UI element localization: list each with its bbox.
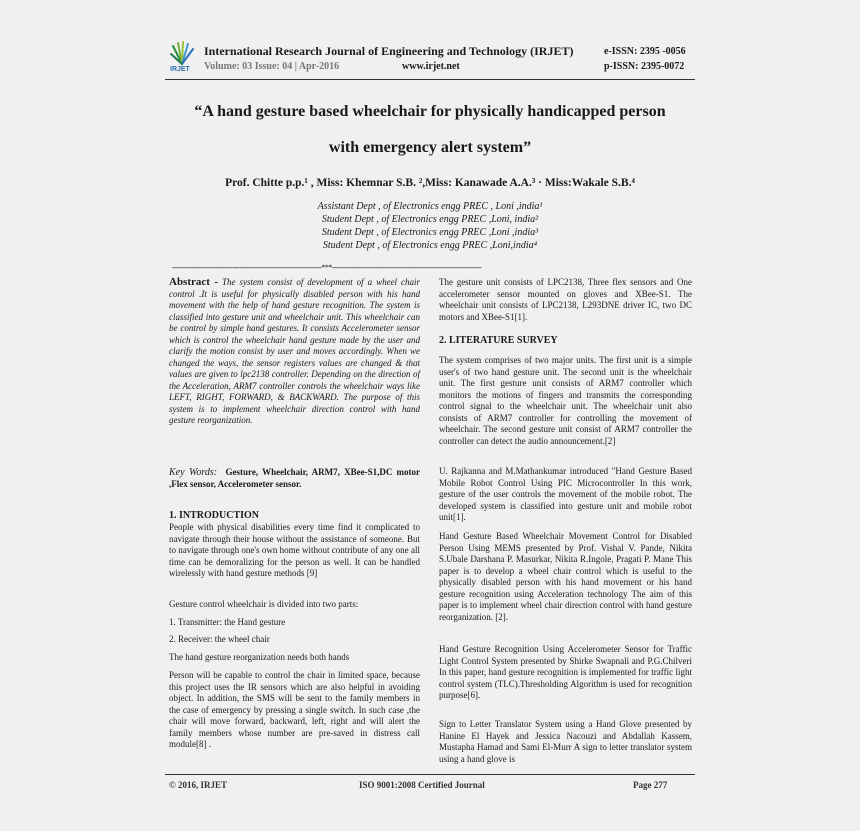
- affiliation-2: Student Dept , of Electronics engg PREC ,Loni, india²: [321, 214, 539, 225]
- survey-paragraph-2: U. Rajkanna and M.Mathankumar introduced "Hand Gesture Based Mobile Robot Control Using PIC Microcontroller In this work, gesture of the user controls the movement of the mobile robot. The developed system is classified into gesture unit and mobile robot unit[1].: [439, 466, 692, 522]
- volume-issue: Volume: 03 Issue: 04 | Apr-2016: [204, 61, 340, 72]
- section-separator: ---------------------------------------------------------------------***---------------------------------------------------------------------: [172, 263, 482, 272]
- affiliation-4: Student Dept , of Electronics engg PREC ,Loni,india⁴: [322, 240, 538, 251]
- intro-paragraph-1: People with physical disabilities every time find it complicated to navigate through their house without the assistance of someone. But to navigate through one's own home without contribute of any one all time can be demoralizing for the person as well. It can be handled wirelessly with hand gesture methods [9]: [169, 522, 420, 578]
- survey-paragraph-3: Hand Gesture Based Wheelchair Movement Control for Disabled Person Using MEMS presented by Prof. Vishal V. Pande, Nikita S.Ubale Darshana P. Masurkar, Nikita R.Ingole, Pragati P. Mane This paper is to develop a wheel chair control which is useful to the physically disabled person with his hand movement or his hand gesture recognition using Acceleration technology The aim of this paper is to implement wheel chair direction control with hand gesture reorganization. [2].: [439, 531, 692, 622]
- intro-heading: 1. INTRODUCTION: [169, 510, 260, 521]
- e-issn: e-ISSN: 2395 -0056: [604, 46, 686, 57]
- abstract-text: The system consist of development of a wheel chair control .It is useful for physically disabled person with his hand movement with the help of hand gesture recognition. The system is classified into gesture unit and wheelchair unit. This wheelchair can be control by simple hand gestures. It consists Accelerometer sensor which is control the wheelchair hand gesture made by the user and clarify the motion consist by user and moves accordingly. When we changed the ways, the sensor registers values are changed & that values are given to lpc2138 controller. Depending on the direction of the Acceleration, ARM7 controller controls the wheelchair ways like LEFT, RIGHT, FORWARD, & BACKWARD. The purpose of this system is to implement wheelchair direction control with hand gesture reorganization.: [169, 277, 421, 425]
- author-list: Prof. Chitte p.p.¹ , Miss: Khemnar S.B. ²,Miss: Kanawade A.A.³ · Miss:Wakale S.B.⁴: [225, 177, 635, 189]
- abstract-label: Abstract -: [169, 276, 219, 288]
- keywords: [169, 467, 420, 490]
- header-divider: [165, 79, 695, 80]
- intro-paragraph-2: Gesture control wheelchair is divided into two parts:: [169, 599, 359, 609]
- footer-iso: ISO 9001:2008 Certified Journal: [359, 780, 485, 790]
- intro-list-item-1: 1. Transmitter: the Hand gesture: [169, 617, 286, 627]
- p-issn: p-ISSN: 2395-0072: [604, 61, 685, 72]
- survey-paragraph-1: The system comprises of two major units. The first unit is a simple user's of two hand gesture unit. The second unit is the wheelchair unit. The first gesture unit consists of ARM7 controller which monitors the motions of fingers and transmits the corresponding control signal to the wheelchair unit. The wheelchair unit also consists of ARM7 controller for controlling the movement of wheelchair. The second gesture unit consist of ARM7 controller the controller can detect the audio announcement.[2]: [439, 355, 692, 446]
- intro-list-item-2: 2. Receiver: the wheel chair: [169, 634, 270, 644]
- footer-divider: [165, 774, 695, 775]
- literature-survey-heading: 2. LITERATURE SURVEY: [439, 335, 558, 346]
- keywords-text: Gesture, Wheelchair, ARM7, XBee-S1,DC motor ,Flex sensor, Accelerometer sensor.: [169, 467, 421, 489]
- footer-page-number: Page 277: [633, 780, 668, 790]
- paper-title-line-2: with emergency alert system”: [328, 139, 532, 156]
- keywords-label: Key Words:: [169, 467, 218, 478]
- intro-paragraph-3: The hand gesture reorganization needs both hands: [169, 652, 350, 662]
- logo-text: IRJET: [170, 66, 190, 73]
- survey-paragraph-4: Hand Gesture Recognition Using Accelerometer Sensor for Traffic Light Control System presented by Shirke Swapnali and P.G.Chilveri In this paper, hand gesture recognition is implemented for traffic light control system (TLC).Thresholding Algorithm is used for recognition purpose[6].: [439, 644, 692, 700]
- survey-paragraph-5: Sign to Letter Translator System using a Hand Glove presented by Hanine El Hayek and Jessica Nacouzi and Abdallah Kassem, Mustapha Hamad and Sami El-Murr A sign to letter translator system using a hand glove is: [439, 719, 692, 764]
- journal-name: International Research Journal of Engineering and Technology (IRJET): [204, 44, 574, 58]
- intro-paragraph-4: Person will be capable to control the chair in limited space, because this project uses the IR sensors which are also helpful in avoiding object. In addition, the SMS will be sent to the family members in the case of emergency by pressing a single switch. In such case ,the chair will move forward, backward, left, right and will alert the family members whose number are pre-saved in distress call module[8] .: [169, 670, 420, 749]
- affiliation-1: Assistant Dept , of Electronics engg PREC , Loni ,india¹: [317, 201, 543, 212]
- paper-title-line-1: “A hand gesture based wheelchair for physically handicapped person: [194, 103, 666, 120]
- abstract: [169, 277, 420, 427]
- gesture-unit-paragraph: The gesture unit consists of LPC2138, Three flex sensors and One accelerometer sensor mounted on gloves and XBee-S1. The wheelchair unit consists of LPC2138, L293DNE driver IC, two DC motors and XBee-S1[1].: [439, 277, 692, 322]
- journal-website: www.irjet.net: [402, 61, 460, 72]
- footer-copyright: © 2016, IRJET: [169, 780, 227, 790]
- affiliation-3: Student Dept , of Electronics engg PREC ,Loni ,india³: [321, 227, 539, 238]
- paper-page: [165, 37, 695, 797]
